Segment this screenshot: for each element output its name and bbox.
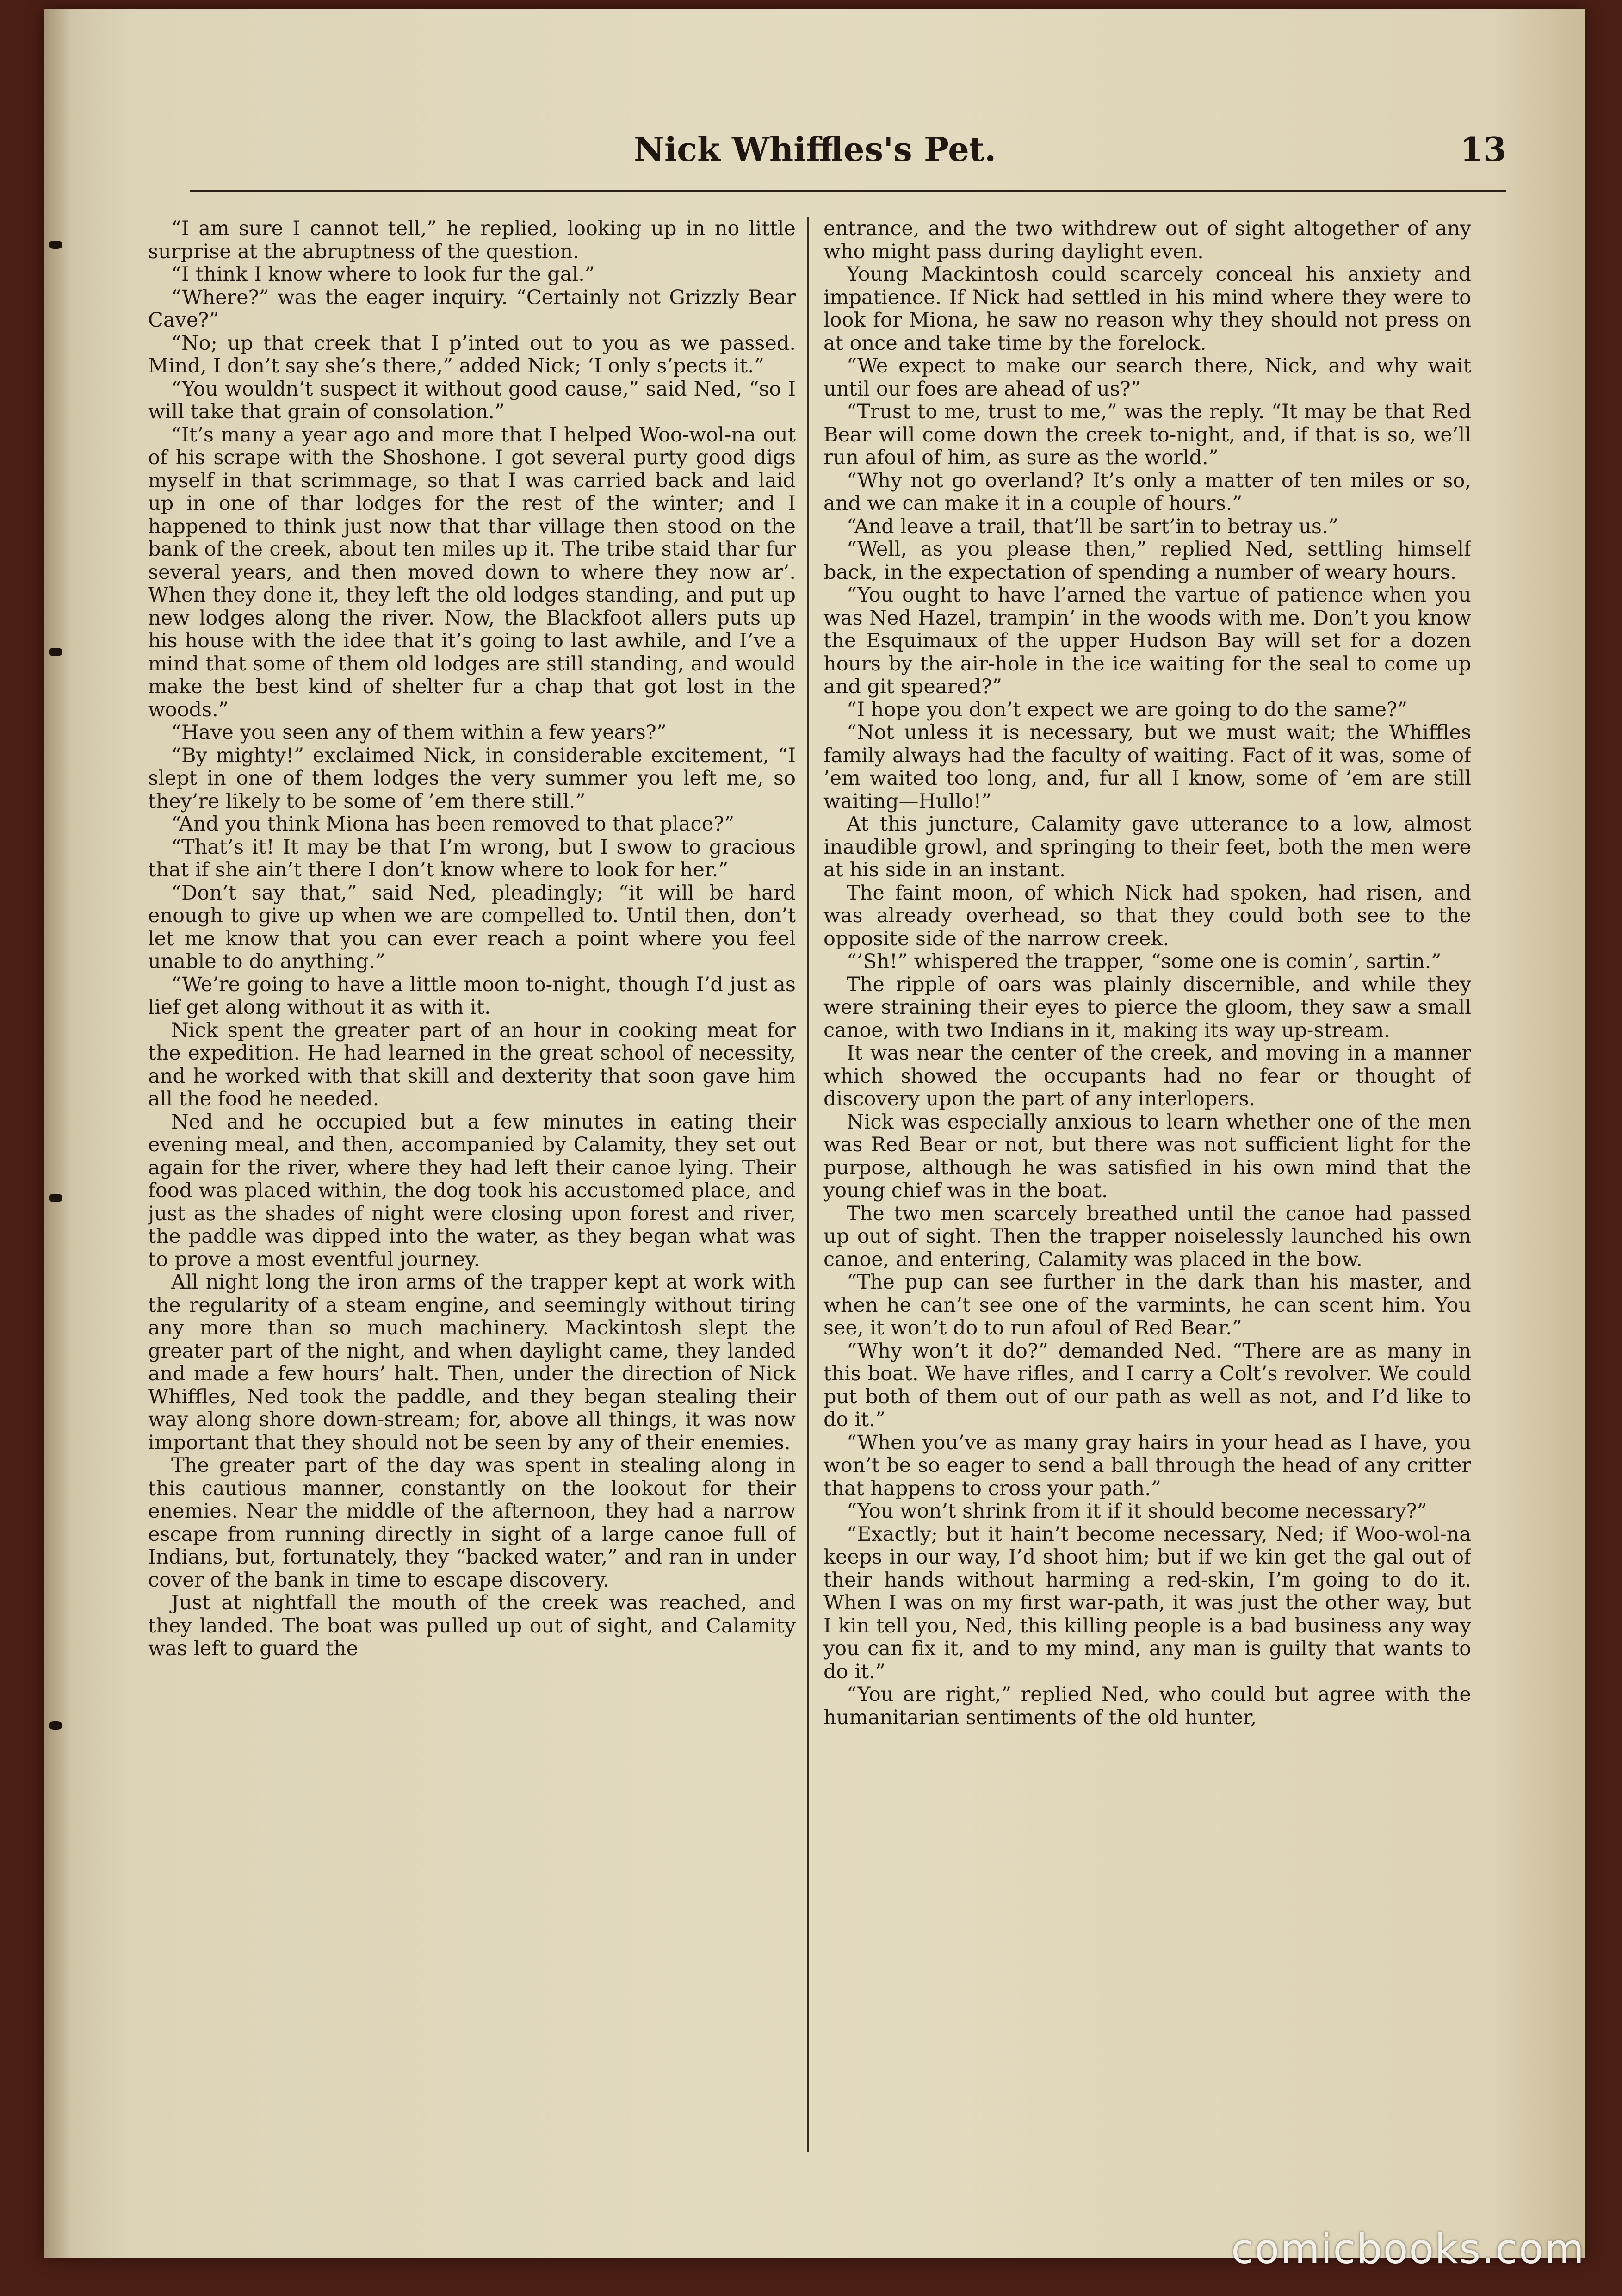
- paragraph: The greater part of the day was spent in stealing along in this cautious manner, constantly on the lookout for their enemies. Near the middle of the afternoon, they had a narrow escape from running directly in sight of a large canoe full of Indians, but, fortunately, they “backed water,” and ran in under cover of the bank in time to escape discovery.: [148, 1454, 796, 1592]
- paragraph: “I hope you don’t expect we are going to do the same?”: [847, 698, 1408, 721]
- running-title: Nick Whiffles's Pet.: [634, 130, 997, 169]
- paragraph: “That’s it! It may be that I’m wrong, but I swow to gracious that if she ain’t there I don’t know where to look for her.”: [148, 835, 796, 881]
- watermark: comicbooks.com: [1231, 2225, 1585, 2273]
- right-column: [823, 217, 1471, 2152]
- paragraph: “Don’t say that,” said Ned, pleadingly; “it will be hard enough to give up when we are compelled to. Until then, don’t let me know that you can ever reach a point where you feel unable to do anything.”: [148, 881, 796, 973]
- paragraph: “I think I know where to look fur the gal.”: [171, 263, 595, 286]
- paragraph: “We’re going to have a little moon to-night, though I’d just as lief get along without it as with it.: [148, 973, 796, 1019]
- binding-stitch: [49, 1721, 62, 1730]
- paragraph: “You won’t shrink from it if it should become necessary?”: [847, 1500, 1427, 1523]
- spine-shadow: [44, 9, 72, 2258]
- paragraph: Nick was especially anxious to learn whether one of the men was Red Bear or not, but there was not sufficient light for the purpose, although he was satisfied in his own mind that the young chief was in the boat.: [823, 1110, 1471, 1202]
- paragraph: It was near the center of the creek, and moving in a manner which showed the occupants had no fear or thought of discovery upon the part of any interlopers.: [823, 1042, 1471, 1111]
- binding-stitch: [49, 1194, 62, 1202]
- paragraph: “And leave a trail, that’ll be sart’in to betray us.”: [847, 515, 1338, 538]
- paragraph: “Why won’t it do?” demanded Ned. “There are as many in this boat. We have rifles, and I carry a Colt’s revolver. We could put both of them out of our path as well as not, and I’d like to do it.”: [823, 1339, 1471, 1431]
- paragraph: Ned and he occupied but a few minutes in eating their evening meal, and then, accompanied by Calamity, they set out again for the river, where they had left their canoe lying. Their food was placed within, the dog took his accustomed place, and just as the shades of night were closing upon forest and river, the paddle was dipped into the water, as they began what was to prove a most eventful journey.: [148, 1110, 796, 1271]
- paragraph: At this juncture, Calamity gave utterance to a low, almost inaudible growl, and springing to their feet, both the men were at his side in an instant.: [823, 813, 1471, 881]
- paragraph: “And you think Miona has been removed to that place?”: [171, 813, 735, 836]
- paragraph: “When you’ve as many gray hairs in your head as I have, you won’t be so eager to send a ball through the head of any critter that happens to cross your path.”: [823, 1431, 1471, 1500]
- paragraph: Nick spent the greater part of an hour in cooking meat for the expedition. He had learned in the great school of necessity, and he worked with that skill and dexterity that soon gave him all the food he needed.: [148, 1018, 796, 1111]
- paragraph: “Not unless it is necessary, but we must wait; the Whiffles family always had the faculty of waiting. Fact of it was, some of ’em waited too long, and, fur all I know, some of ’em are still waiting—Hullo!”: [823, 721, 1471, 813]
- paragraph: “By mighty!” exclaimed Nick, in considerable excitement, “I slept in one of them lodges the very summer you left me, so they’re likely to be some of ’em there still.”: [148, 744, 796, 813]
- paragraph: “You are right,” replied Ned, who could but agree with the humanitarian sentiments of the old hunter,: [823, 1683, 1471, 1729]
- column-divider: [807, 217, 809, 2152]
- paragraph: The ripple of oars was plainly discernible, and while they were straining their eyes to pierce the gloom, they saw a small canoe, with two Indians in it, making its way up-stream.: [823, 973, 1471, 1042]
- paragraph: Young Mackintosh could scarcely conceal his anxiety and impatience. If Nick had settled in his mind where they were to look for Miona, he saw no reason why they should not press on at once and take time by the forelock.: [823, 263, 1471, 355]
- paragraph: The two men scarcely breathed until the canoe had passed up out of sight. Then the trapper noiselessly launched his own canoe, and entering, Calamity was placed in the bow.: [823, 1202, 1471, 1271]
- paragraph: entrance, and the two withdrew out of sight altogether of any who might pass during daylight even.: [823, 217, 1471, 263]
- page-header: [199, 130, 1506, 185]
- paragraph: “You wouldn’t suspect it without good cause,” said Ned, “so I will take that grain of consolation.”: [148, 377, 796, 423]
- paragraph: “’Sh!” whispered the trapper, “some one is comin’, sartin.”: [847, 950, 1442, 973]
- paragraph: “Where?” was the eager inquiry. “Certainly not Grizzly Bear Cave?”: [148, 285, 796, 332]
- paragraph: “I am sure I cannot tell,” he replied, looking up in no little surprise at the abruptness of the question.: [148, 217, 796, 263]
- binding-stitch: [49, 241, 62, 249]
- paragraph: Just at nightfall the mouth of the creek was reached, and they landed. The boat was pulled up out of sight, and Calamity was left to guard the: [148, 1591, 796, 1660]
- paragraph: “No; up that creek that I p’inted out to you as we passed. Mind, I don’t say she’s there,” added Nick; ‘I only s’pects it.”: [148, 331, 796, 378]
- page-number: 13: [1460, 130, 1506, 169]
- paragraph: “Well, as you please then,” replied Ned, settling himself back, in the expectation of spending a number of weary hours.: [823, 538, 1471, 584]
- paragraph: “Trust to me, trust to me,” was the reply. “It may be that Red Bear will come down the creek to-night, and, if that is so, we’ll run afoul of him, as sure as the world.”: [823, 400, 1471, 469]
- paragraph: “Exactly; but it hain’t become necessary, Ned; if Woo-wol-na keeps in our way, I’d shoot him; but if we kin get the gal out of their hands without harming a red-skin, I’m going to do it. When I was on my first war-path, it was just the other way, but I kin tell you, Ned, this killing people is a bad business any way you can fix it, and to my mind, any man is guilty that wants to do it.”: [823, 1522, 1471, 1683]
- left-column: [148, 217, 796, 2152]
- paragraph: “Have you seen any of them within a few years?”: [171, 721, 667, 744]
- paragraph: “The pup can see further in the dark than his master, and when he can’t see one of the varmints, he can scent him. You see, it won’t do to run afoul of Red Bear.”: [823, 1271, 1471, 1340]
- paragraph: The faint moon, of which Nick had spoken, had risen, and was already overhead, so that they could both see to the opposite side of the narrow creek.: [823, 881, 1471, 950]
- paragraph: “It’s many a year ago and more that I helped Woo-wol-na out of his scrape with the Shoshone. I got several purty good digs myself in that scrimmage, so that I was carried back and laid up in one of thar lodges for the rest of the winter; and I happened to think just now that thar village then stood on the bank of the creek, about ten miles up it. The tribe staid thar fur several years, and then moved down to where they now ar’. When they done it, they left the old lodges standing, and put up new lodges along the river. Now, the Blackfoot allers puts up his house with the idee that it’s going to last awhile, and I’ve a mind that some of them old lodges are still standing, and would make the best kind of shelter fur a chap that got lost in the woods.”: [148, 423, 796, 721]
- paragraph: “Why not go overland? It’s only a matter of ten miles or so, and we can make it in a couple of hours.”: [823, 469, 1471, 515]
- paragraph: “You ought to have l’arned the vartue of patience when you was Ned Hazel, trampin’ in the woods with me. Don’t you know the Esquimaux of the upper Hudson Bay will set for a dozen hours by the air-hole in the ice waiting for the seal to come up and git speared?”: [823, 583, 1471, 698]
- paragraph: All night long the iron arms of the trapper kept at work with the regularity of a steam engine, and seemingly without tiring any more than so much machinery. Mackintosh slept the greater part of the night, and when daylight came, they landed and made a few hours’ halt. Then, under the direction of Nick Whiffles, Ned took the paddle, and they began stealing their way along shore down-stream; for, above all things, it was now important that they should not be seen by any of their enemies.: [148, 1271, 796, 1454]
- header-rule: [190, 190, 1506, 192]
- paragraph: “We expect to make our search there, Nick, and why wait until our foes are ahead of us?”: [823, 354, 1471, 401]
- binding-stitch: [49, 648, 62, 656]
